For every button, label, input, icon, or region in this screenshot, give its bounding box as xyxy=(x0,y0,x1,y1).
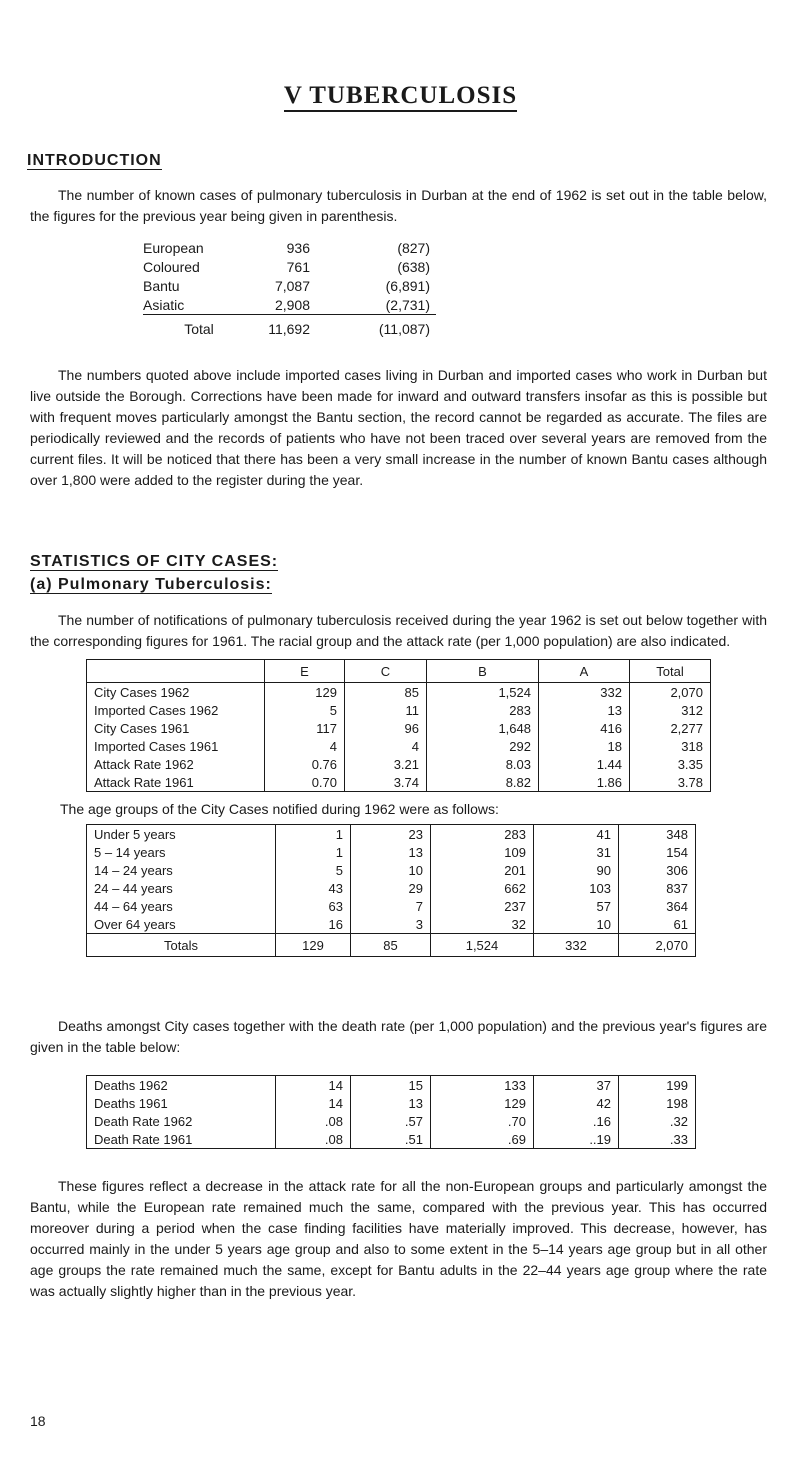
table-row xyxy=(87,701,711,719)
table-cell: Imported Cases 1962 xyxy=(87,701,265,719)
table-cell: 1,524 xyxy=(427,683,539,702)
summary-group: Coloured xyxy=(143,258,200,275)
table-cell: 237 xyxy=(431,897,534,915)
table-cell: 3 xyxy=(351,915,431,934)
table-cell: 7 xyxy=(351,897,431,915)
summary-row xyxy=(143,257,436,276)
table-cell: 129 xyxy=(431,1094,534,1112)
table-cell: 292 xyxy=(427,737,539,755)
table-cell: 0.70 xyxy=(265,773,345,792)
table-cell: 15 xyxy=(351,1076,431,1095)
summary-prev: (638) xyxy=(397,258,430,275)
table-cell: Death Rate 1961 xyxy=(87,1130,276,1149)
table-cell: .08 xyxy=(276,1112,351,1130)
table-cell: 44 – 64 years xyxy=(87,897,276,915)
summary-group: Bantu xyxy=(143,277,180,294)
table-row xyxy=(87,1094,696,1112)
table-cell: 199 xyxy=(619,1076,696,1095)
table-cell: 318 xyxy=(630,737,711,755)
table-cell: Deaths 1962 xyxy=(87,1076,276,1095)
table-row xyxy=(87,825,696,844)
table-cell: 1.86 xyxy=(539,773,630,792)
table-cell: 10 xyxy=(534,915,619,934)
table-cell: .08 xyxy=(276,1130,351,1149)
totals-cell: 85 xyxy=(351,934,431,957)
table-cell: 133 xyxy=(431,1076,534,1095)
table-cell: 2,277 xyxy=(630,719,711,737)
summary-count: 7,087 xyxy=(274,277,310,294)
table-cell: 96 xyxy=(345,719,427,737)
table-cell: 0.76 xyxy=(265,755,345,773)
table-cell: City Cases 1962 xyxy=(87,683,265,702)
summary-group: European xyxy=(143,239,204,256)
table-cell: 3.35 xyxy=(630,755,711,773)
table-cell: 14 – 24 years xyxy=(87,861,276,879)
table-cell: Death Rate 1962 xyxy=(87,1112,276,1130)
table-row xyxy=(87,897,696,915)
table-cell: 306 xyxy=(619,861,696,879)
table-cell: 5 – 14 years xyxy=(87,843,276,861)
totals-row xyxy=(87,934,696,957)
notifications-table xyxy=(86,659,711,792)
table-cell: 3.21 xyxy=(345,755,427,773)
table-cell: Under 5 years xyxy=(87,825,276,844)
stats-heading: STATISTICS OF CITY CASES: xyxy=(30,553,279,570)
totals-cell: 129 xyxy=(276,934,351,957)
age-groups-table xyxy=(86,824,696,957)
page-number: 18 xyxy=(30,1413,46,1429)
table-row xyxy=(87,773,711,792)
table-cell: 332 xyxy=(539,683,630,702)
table-cell: 18 xyxy=(539,737,630,755)
table-cell: 348 xyxy=(619,825,696,844)
table-cell: 364 xyxy=(619,897,696,915)
table-cell: .70 xyxy=(431,1112,534,1130)
column-header: C xyxy=(345,660,427,683)
table-row xyxy=(87,1112,696,1130)
table-cell: 3.78 xyxy=(630,773,711,792)
table-cell: 31 xyxy=(534,843,619,861)
table-cell: 8.03 xyxy=(427,755,539,773)
table-cell: 29 xyxy=(351,879,431,897)
table-cell: .33 xyxy=(619,1130,696,1149)
table-cell: 13 xyxy=(539,701,630,719)
table-cell: 85 xyxy=(345,683,427,702)
summary-count: 761 xyxy=(286,258,310,275)
summary-prev: (2,731) xyxy=(385,296,430,313)
summary-total-label: Total xyxy=(143,315,255,339)
table-cell: 5 xyxy=(276,861,351,879)
table-cell: 8.82 xyxy=(427,773,539,792)
table-cell: 129 xyxy=(265,683,345,702)
table-row xyxy=(87,1130,696,1149)
table-cell: 41 xyxy=(534,825,619,844)
table-row xyxy=(87,719,711,737)
column-header: B xyxy=(427,660,539,683)
table-row xyxy=(87,879,696,897)
table-row xyxy=(87,915,696,934)
table-cell: 32 xyxy=(431,915,534,934)
table-cell: 103 xyxy=(534,879,619,897)
table-cell: 14 xyxy=(276,1076,351,1095)
stats-subheading: (a) Pulmonary Tuberculosis: xyxy=(30,576,272,593)
table-cell: ..19 xyxy=(534,1130,619,1149)
table-cell: 2,070 xyxy=(630,683,711,702)
totals-cell: 1,524 xyxy=(431,934,534,957)
page-title: V TUBERCULOSIS xyxy=(0,82,801,110)
table-row xyxy=(87,1076,696,1095)
column-header: Total xyxy=(630,660,711,683)
summary-prev: (827) xyxy=(397,239,430,256)
table-row xyxy=(87,755,711,773)
table-row xyxy=(87,861,696,879)
intro-heading: INTRODUCTION xyxy=(27,152,162,169)
summary-group: Asiatic xyxy=(143,296,185,313)
table-cell: 23 xyxy=(351,825,431,844)
table-cell: 90 xyxy=(534,861,619,879)
table-cell: 662 xyxy=(431,879,534,897)
summary-table xyxy=(143,238,436,338)
table-cell: 416 xyxy=(539,719,630,737)
table-cell: .16 xyxy=(534,1112,619,1130)
table-cell: Imported Cases 1961 xyxy=(87,737,265,755)
table-cell: 37 xyxy=(534,1076,619,1095)
table-header-row xyxy=(87,660,711,683)
table-cell: 63 xyxy=(276,897,351,915)
table-cell: 16 xyxy=(276,915,351,934)
totals-cell: 2,070 xyxy=(619,934,696,957)
table-cell: 201 xyxy=(431,861,534,879)
table-cell: Attack Rate 1962 xyxy=(87,755,265,773)
summary-total-prev: (11,087) xyxy=(310,315,436,339)
table-cell: 1 xyxy=(276,843,351,861)
table-cell: 312 xyxy=(630,701,711,719)
final-paragraph: These figures reflect a decrease in the attack rate for all the non-European groups and particularly amongst the Bantu, while the European rate remained much the same, compared with the previous year. This has occurred moreover during a period when the case finding facilities have materially improved. This decrease, however, has occurred mainly in the under 5 years age group and also to some extent in the 5–14 years age group but in all other age groups the rate remained much the same, except for Bantu adults in the 22–44 years age group where the rate was actually slightly higher than in the previous year. xyxy=(30,1178,767,1299)
totals-cell: 332 xyxy=(534,934,619,957)
column-header xyxy=(87,660,265,683)
table-cell: 3.74 xyxy=(345,773,427,792)
table-cell: 109 xyxy=(431,843,534,861)
summary-row xyxy=(143,295,436,315)
age-groups-intro: The age groups of the City Cases notified during 1962 were as follows: xyxy=(60,801,499,817)
table-cell: 117 xyxy=(265,719,345,737)
table-cell: 24 – 44 years xyxy=(87,879,276,897)
table-cell: 43 xyxy=(276,879,351,897)
table-cell: 4 xyxy=(265,737,345,755)
table-cell: 42 xyxy=(534,1094,619,1112)
table-cell: 283 xyxy=(427,701,539,719)
table-cell: .51 xyxy=(351,1130,431,1149)
table-cell: 61 xyxy=(619,915,696,934)
table-cell: 10 xyxy=(351,861,431,879)
summary-total-count: 11,692 xyxy=(255,315,310,339)
table-cell: City Cases 1961 xyxy=(87,719,265,737)
table-cell: 14 xyxy=(276,1094,351,1112)
table-cell: .57 xyxy=(351,1112,431,1130)
summary-count: 936 xyxy=(286,239,310,256)
summary-row xyxy=(143,238,436,257)
deaths-table xyxy=(86,1075,696,1149)
table-row xyxy=(87,737,711,755)
summary-count: 2,908 xyxy=(274,296,310,313)
deaths-intro: Deaths amongst City cases together with the death rate (per 1,000 population) and the previous year's figures are given in the table below: xyxy=(30,1018,767,1055)
table-cell: Deaths 1961 xyxy=(87,1094,276,1112)
summary-total-row xyxy=(143,315,436,339)
paragraph-3: The number of notifications of pulmonary tuberculosis received during the year 1962 is set out below together with the corresponding figures for 1961. The racial group and the attack rate (per 1,000 population) are also indicated. xyxy=(30,612,767,649)
column-header: E xyxy=(265,660,345,683)
table-cell: Over 64 years xyxy=(87,915,276,934)
summary-prev: (6,891) xyxy=(385,277,430,294)
table-cell: 1 xyxy=(276,825,351,844)
table-cell: .32 xyxy=(619,1112,696,1130)
table-cell: 837 xyxy=(619,879,696,897)
table-row xyxy=(87,843,696,861)
column-header: A xyxy=(539,660,630,683)
intro-paragraph: The number of known cases of pulmonary tuberculosis in Durban at the end of 1962 is set out in the table below, the figures for the previous year being given in parenthesis. xyxy=(30,187,767,224)
table-cell: 1.44 xyxy=(539,755,630,773)
table-cell: 5 xyxy=(265,701,345,719)
table-cell: 283 xyxy=(431,825,534,844)
table-cell: 4 xyxy=(345,737,427,755)
paragraph-2: The numbers quoted above include imported cases living in Durban and imported cases who work in Durban but live outside the Borough. Corrections have been made for inward and outward transfers insofar as this is possible but with frequent moves particularly amongst the Bantu section, the record cannot be regarded as accurate. The files are periodically reviewed and the records of patients who have not been traced over several years are removed from the current files. It will be noticed that there has been a very small increase in the number of known Bantu cases although over 1,800 were added to the register during the year. xyxy=(30,367,767,488)
table-cell: 11 xyxy=(345,701,427,719)
table-cell: 1,648 xyxy=(427,719,539,737)
table-cell: 13 xyxy=(351,843,431,861)
summary-row xyxy=(143,276,436,295)
table-cell: 57 xyxy=(534,897,619,915)
table-cell: .69 xyxy=(431,1130,534,1149)
table-cell: 198 xyxy=(619,1094,696,1112)
table-cell: Attack Rate 1961 xyxy=(87,773,265,792)
table-row xyxy=(87,683,711,702)
totals-cell: Totals xyxy=(87,934,276,957)
table-cell: 13 xyxy=(351,1094,431,1112)
table-cell: 154 xyxy=(619,843,696,861)
